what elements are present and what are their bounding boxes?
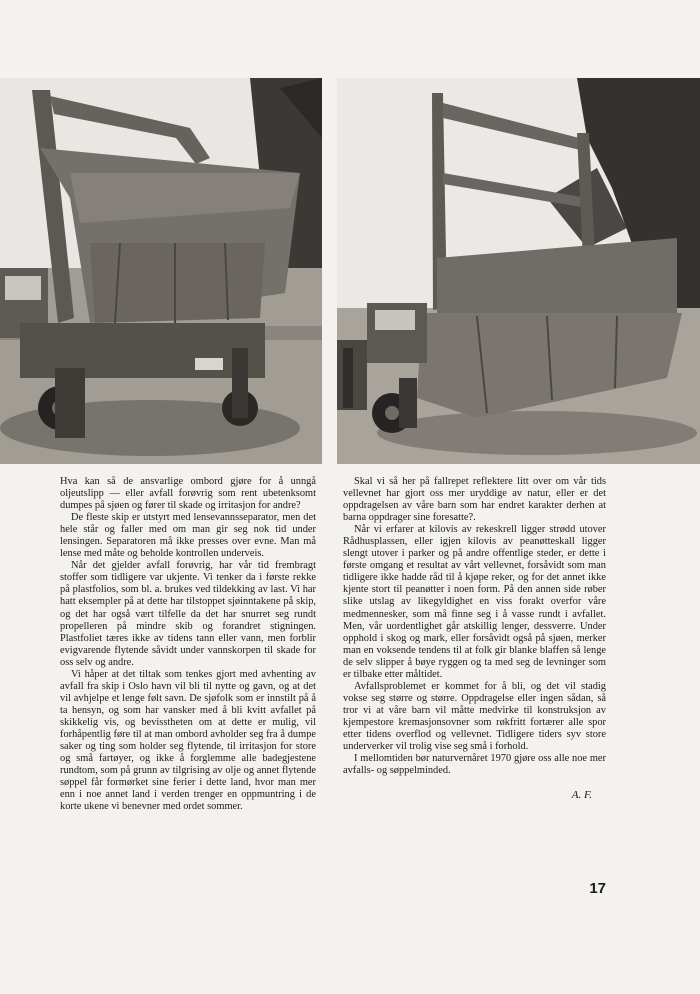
paragraph: Skal vi så her på fallrepet reflektere litt over om vår tids vellevnet har gjort oss mer uryddige av natur, eller er det oppdragelsen av våre barn som har endret karakter derhen at barna oppdrager sine foresatte?. [343,476,606,524]
article-column-right [343,476,606,801]
article-column-left [60,476,316,813]
paragraph: Vi håper at det tiltak som tenkes gjort med avhenting av avfall fra skip i Oslo havn vil bli til nytte og gavn, og at det vil avhjelpe et lenge følt savn. De sjøfolk som er innstilt på å ta hensyn, og som har vansker med å bli kvitt avfallet på skikkelig vis, og bevisstheten om at dette er mulig, vil forhåpentlig føre til at man ombord avholder seg fra å dumpe saker og ting som holder seg flytende, til irritasjon for store og små fartøyer, og ikke å forglemme alle badegjestene rundtom, som på grunn av tilgrising av olje og annet flytende søppel får formørket sine ferier i dette land, hvor man mer enn i noe annet land i verden trenger en oppmuntring i de korte ukene vi benevner med ordet sommer. [60,668,316,813]
paragraph: Hva kan så de ansvarlige ombord gjøre for å unngå oljeutslipp — eller avfall forøvrig som rent ubetenksomt dumpes på sjøen og fører til skade og irritasjon for andre? [60,476,316,512]
paragraph: I mellomtiden bør naturvernåret 1970 gjøre oss alle noe mer avfalls- og søppelminded. [343,753,606,777]
photo-left-svg [0,78,322,464]
photo-skip-truck-side [337,78,700,464]
paragraph: De fleste skip er utstyrt med lensevannsseparator, men det hele står og faller med om man gir seg nok tid under lensingen. Separatoren må ikke presses over evne. Man må lense med måte og beholde kontrollen underveis. [60,512,316,560]
paragraph: Når det gjelder avfall forøvrig, har vår tid frembragt stoffer som tidligere var ukjente. Vi tenker da i første rekke på plastfolios, som bl. a. brukes ved tildekking av last. Vi har hatt eksempler på at dette har tilstoppet sjøinntakene på skip, og det har også vært tilfelle da det har snurret seg rundt propelleren på mindre skib og forandret stigningen. Plastfoliet tæres ikke av tidens tann eller vann, men forblir evigvarende flytende såvidt under vannskorpen til skade for oss selv og andre. [60,560,316,668]
paragraph: Når vi erfarer at kilovis av rekeskrell ligger strødd utover Rådhusplassen, eller igjen kilovis av peanøtteskall ligger slengt utover i parker og på andre offentlige steder, er dette i første omgang et resultat av vårt vellevnet, forsåvidt som man tidligere ikke hadde råd til å kjøpe reker, og for det annet ikke kjente stort til peanøtter i noen form. På den annen side røber slike utslag av likegyldighet en viss forakt overfor våre medmennesker, som må finne seg i å vasse rundt i avfallet. Men, vår uordentlighet går atskillig lenger, dessverre. Under opphold i skog og mark, eller forsåvidt også på sjøen, merker man en voksende tendens til at folk gir blanke blaffen så lenge de selv slipper å bøye ryggen og ta med seg de levninger som er tilbake etter måltidet. [343,524,606,680]
photo-right-svg [337,78,700,464]
paragraph: Avfallsproblemet er kommet for å bli, og det vil stadig vokse seg større og større. Oppdragelse eller ingen sådan, så tror vi at våre barn vil måtte medvirke til konstruksjon av kjempestore kremasjonsovner som røkfritt fortærer alle spor etter tidens overflod og vellevnet. Tidligere tiders syv store underverker vil trolig vise seg små i forhold. [343,680,606,753]
photo-skip-truck-rear [0,78,322,464]
author-signature: A. F. [571,789,592,802]
page-number: 17 [589,880,606,897]
